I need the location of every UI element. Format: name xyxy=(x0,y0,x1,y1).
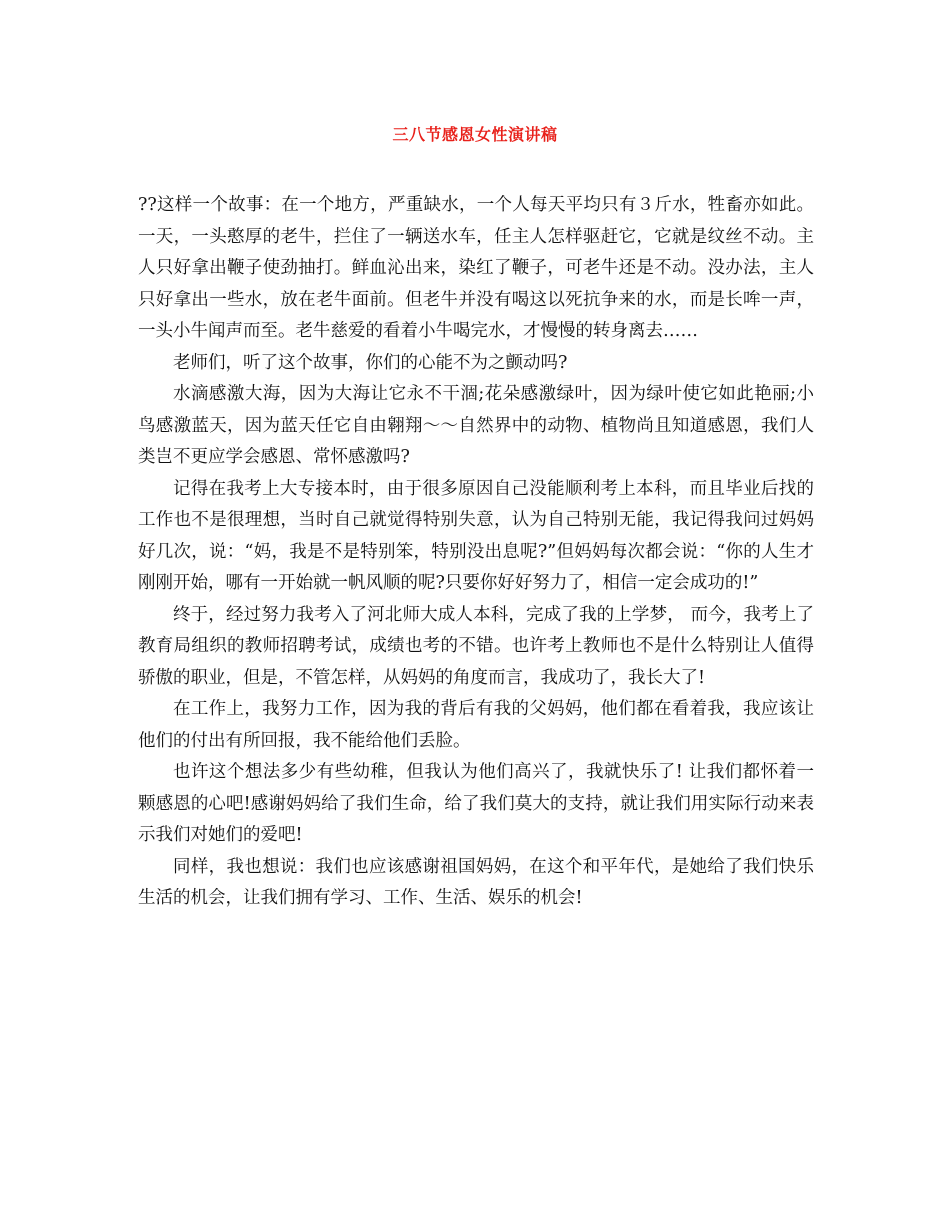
paragraph: 也许这个想法多少有些幼稚，但我认为他们高兴了，我就快乐了! 让我们都怀着一颗感恩的心吧!感谢妈妈给了我们生命，给了我们莫大的支持，就让我们用实际行动来表示我们对她们的爱吧! xyxy=(138,762,814,845)
paragraph: 老师们，听了这个故事，你们的心能不为之颤动吗? xyxy=(173,352,568,373)
document-body xyxy=(138,190,814,915)
paragraph: 记得在我考上大专接本时，由于很多原因自己没能顺利考上本科，而且毕业后找的工作也不是很理想，当时自己就觉得特别失意，认为自己特别无能，我记得我问过妈妈好几次，说：“妈，我是不是特别笨，特别没出息呢?”但妈妈每次都会说：“你的人生才刚刚开始，哪有一开始就一帆风顺的呢?只要你好好努力了，相信一定会成功的!” xyxy=(138,478,814,593)
document-title: 三八节感恩女性演讲稿 xyxy=(392,125,558,144)
paragraph: 在工作上，我努力工作，因为我的背后有我的父妈妈，他们都在看着我，我应该让他们的付出有所回报，我不能给他们丢脸。 xyxy=(138,699,814,751)
paragraph: 终于，经过努力我考入了河北师大成人本科，完成了我的上学梦， 而今，我考上了教育局组织的教师招聘考试，成绩也考的不错。也许考上教师也不是什么特别让人值得骄傲的职业，但是，不管怎样，从妈妈的角度而言，我成功了，我长大了! xyxy=(138,604,814,688)
paragraph: 同样，我也想说：我们也应该感谢祖国妈妈，在这个和平年代，是她给了我们快乐生活的机会，让我们拥有学习、工作、生活、娱乐的机会! xyxy=(138,856,814,908)
paragraph: ??这样一个故事：在一个地方，严重缺水，一个人每天平均只有３斤水，牲畜亦如此。一天，一头憨厚的老牛，拦住了一辆送水车，任主人怎样驱赶它，它就是纹丝不动。主人只好拿出鞭子使劲抽打。鲜血沁出来，染红了鞭子，可老牛还是不动。没办法，主人只好拿出一些水，放在老牛面前。但老牛并没有喝这以死抗争来的水，而是长哞一声，一头小牛闻声而至。老牛慈爱的看着小牛喝完水，才慢慢的转身离去…… xyxy=(138,195,814,341)
paragraph: 水滴感激大海，因为大海让它永不干涸;花朵感激绿叶，因为绿叶使它如此艳丽;小鸟感激蓝天，因为蓝天任它自由翱翔～～自然界中的动物、植物尚且知道感恩，我们人类岂不更应学会感恩、常怀感激吗? xyxy=(138,384,814,467)
